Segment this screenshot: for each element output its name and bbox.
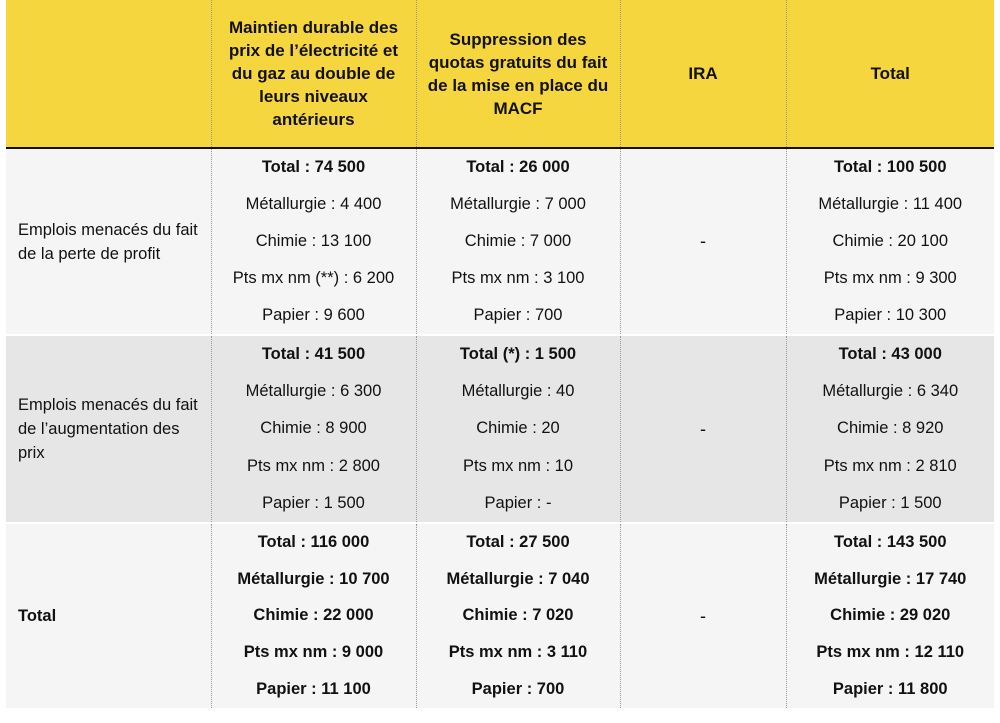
cell-line-chimie: Chimie : 7 000 xyxy=(464,232,572,250)
cell-line-papier: Papier : 11 800 xyxy=(832,680,948,699)
cell-line-chimie: Chimie : 13 100 xyxy=(255,232,372,250)
cell-total xyxy=(786,523,994,708)
cell-line-chimie: Chimie : 29 020 xyxy=(830,606,951,625)
cell-line-papier: Papier : - xyxy=(484,493,552,512)
cell-line-papier: Papier : 10 300 xyxy=(834,306,947,324)
cell-total xyxy=(786,148,994,335)
header-empty xyxy=(6,0,211,148)
table-row-augmentation-prix xyxy=(6,335,994,523)
cell-line-chimie: Chimie : 20 xyxy=(476,419,560,438)
cell-maintien xyxy=(211,523,416,708)
cell-line-papier: Papier : 9 600 xyxy=(262,306,365,324)
row-label: Emplois menacés du fait de la perte de profit xyxy=(6,148,211,335)
cell-suppression xyxy=(416,335,620,523)
row-label: Total xyxy=(6,523,211,708)
cell-line-chimie: Chimie : 8 900 xyxy=(260,419,367,438)
cell-line-pts-mx-nm: Pts mx nm : 3 110 xyxy=(448,643,588,662)
cell-line-pts-mx-nm: Pts mx nm : 3 100 xyxy=(451,269,585,287)
header-ira: IRA xyxy=(620,0,786,148)
cell-line-papier: Papier : 1 500 xyxy=(262,493,365,512)
header-total: Total xyxy=(786,0,994,148)
cell-line-pts-mx-nm: Pts mx nm : 9 300 xyxy=(823,269,957,287)
jobs-at-risk-table xyxy=(6,0,994,708)
cell-line-total: Total : 100 500 xyxy=(834,158,947,176)
cell-line-metallurgie: Métallurgie : 6 340 xyxy=(822,382,959,401)
cell-line-papier: Papier : 700 xyxy=(471,680,565,699)
cell-line-total: Total : 74 500 xyxy=(261,158,366,176)
cell-line-pts-mx-nm: Pts mx nm : 9 000 xyxy=(243,643,384,662)
table-row-perte-profit xyxy=(6,148,994,335)
cell-line-metallurgie: Métallurgie : 17 740 xyxy=(814,569,967,588)
cell-maintien xyxy=(211,148,416,335)
cell-line-pts-mx-nm: Pts mx nm (**) : 6 200 xyxy=(232,269,395,287)
cell-line-total: Total (*) : 1 500 xyxy=(459,345,577,364)
cell-line-metallurgie: Métallurgie : 40 xyxy=(461,382,575,401)
cell-suppression xyxy=(416,148,620,335)
cell-line-total: Total : 41 500 xyxy=(261,345,366,364)
row-label: Emplois menacés du fait de l’augmentation des prix xyxy=(6,335,211,523)
cell-maintien xyxy=(211,335,416,523)
cell-ira: - xyxy=(620,148,786,335)
cell-line-metallurgie: Métallurgie : 7 040 xyxy=(446,569,590,588)
cell-line-total: Total : 143 500 xyxy=(834,532,947,551)
table-row-total xyxy=(6,523,994,708)
header-suppression-quotas: Suppression des quotas gratuits du fait de la mise en place du MACF xyxy=(416,0,620,148)
cell-line-chimie: Chimie : 20 100 xyxy=(832,232,949,250)
header-maintien-prix: Maintien durable des prix de l’électricité et du gaz au double de leurs niveaux antérieurs xyxy=(211,0,416,148)
cell-ira: - xyxy=(620,335,786,523)
cell-line-pts-mx-nm: Pts mx nm : 10 xyxy=(462,456,574,475)
cell-line-papier: Papier : 700 xyxy=(473,306,563,324)
cell-line-pts-mx-nm: Pts mx nm : 2 810 xyxy=(823,456,957,475)
header-row xyxy=(6,0,994,148)
cell-line-metallurgie: Métallurgie : 11 400 xyxy=(818,195,963,213)
cell-line-total: Total : 27 500 xyxy=(466,532,570,551)
cell-line-metallurgie: Métallurgie : 6 300 xyxy=(245,382,382,401)
cell-line-chimie: Chimie : 8 920 xyxy=(837,419,944,438)
cell-line-chimie: Chimie : 7 020 xyxy=(462,606,574,625)
cell-total xyxy=(786,335,994,523)
cell-line-metallurgie: Métallurgie : 10 700 xyxy=(237,569,390,588)
cell-ira: - xyxy=(620,523,786,708)
cell-line-metallurgie: Métallurgie : 4 400 xyxy=(245,195,382,213)
jobs-table-container xyxy=(6,0,1000,708)
cell-suppression xyxy=(416,523,620,708)
cell-line-papier: Papier : 1 500 xyxy=(838,493,942,512)
cell-line-metallurgie: Métallurgie : 7 000 xyxy=(450,195,586,213)
cell-line-total: Total : 26 000 xyxy=(466,158,570,176)
cell-line-papier: Papier : 11 100 xyxy=(256,680,371,699)
cell-line-total: Total : 116 000 xyxy=(257,532,370,551)
cell-line-pts-mx-nm: Pts mx nm : 2 800 xyxy=(247,456,380,475)
cell-line-pts-mx-nm: Pts mx nm : 12 110 xyxy=(816,643,965,662)
cell-line-total: Total : 43 000 xyxy=(838,345,942,364)
cell-line-chimie: Chimie : 22 000 xyxy=(253,606,374,625)
